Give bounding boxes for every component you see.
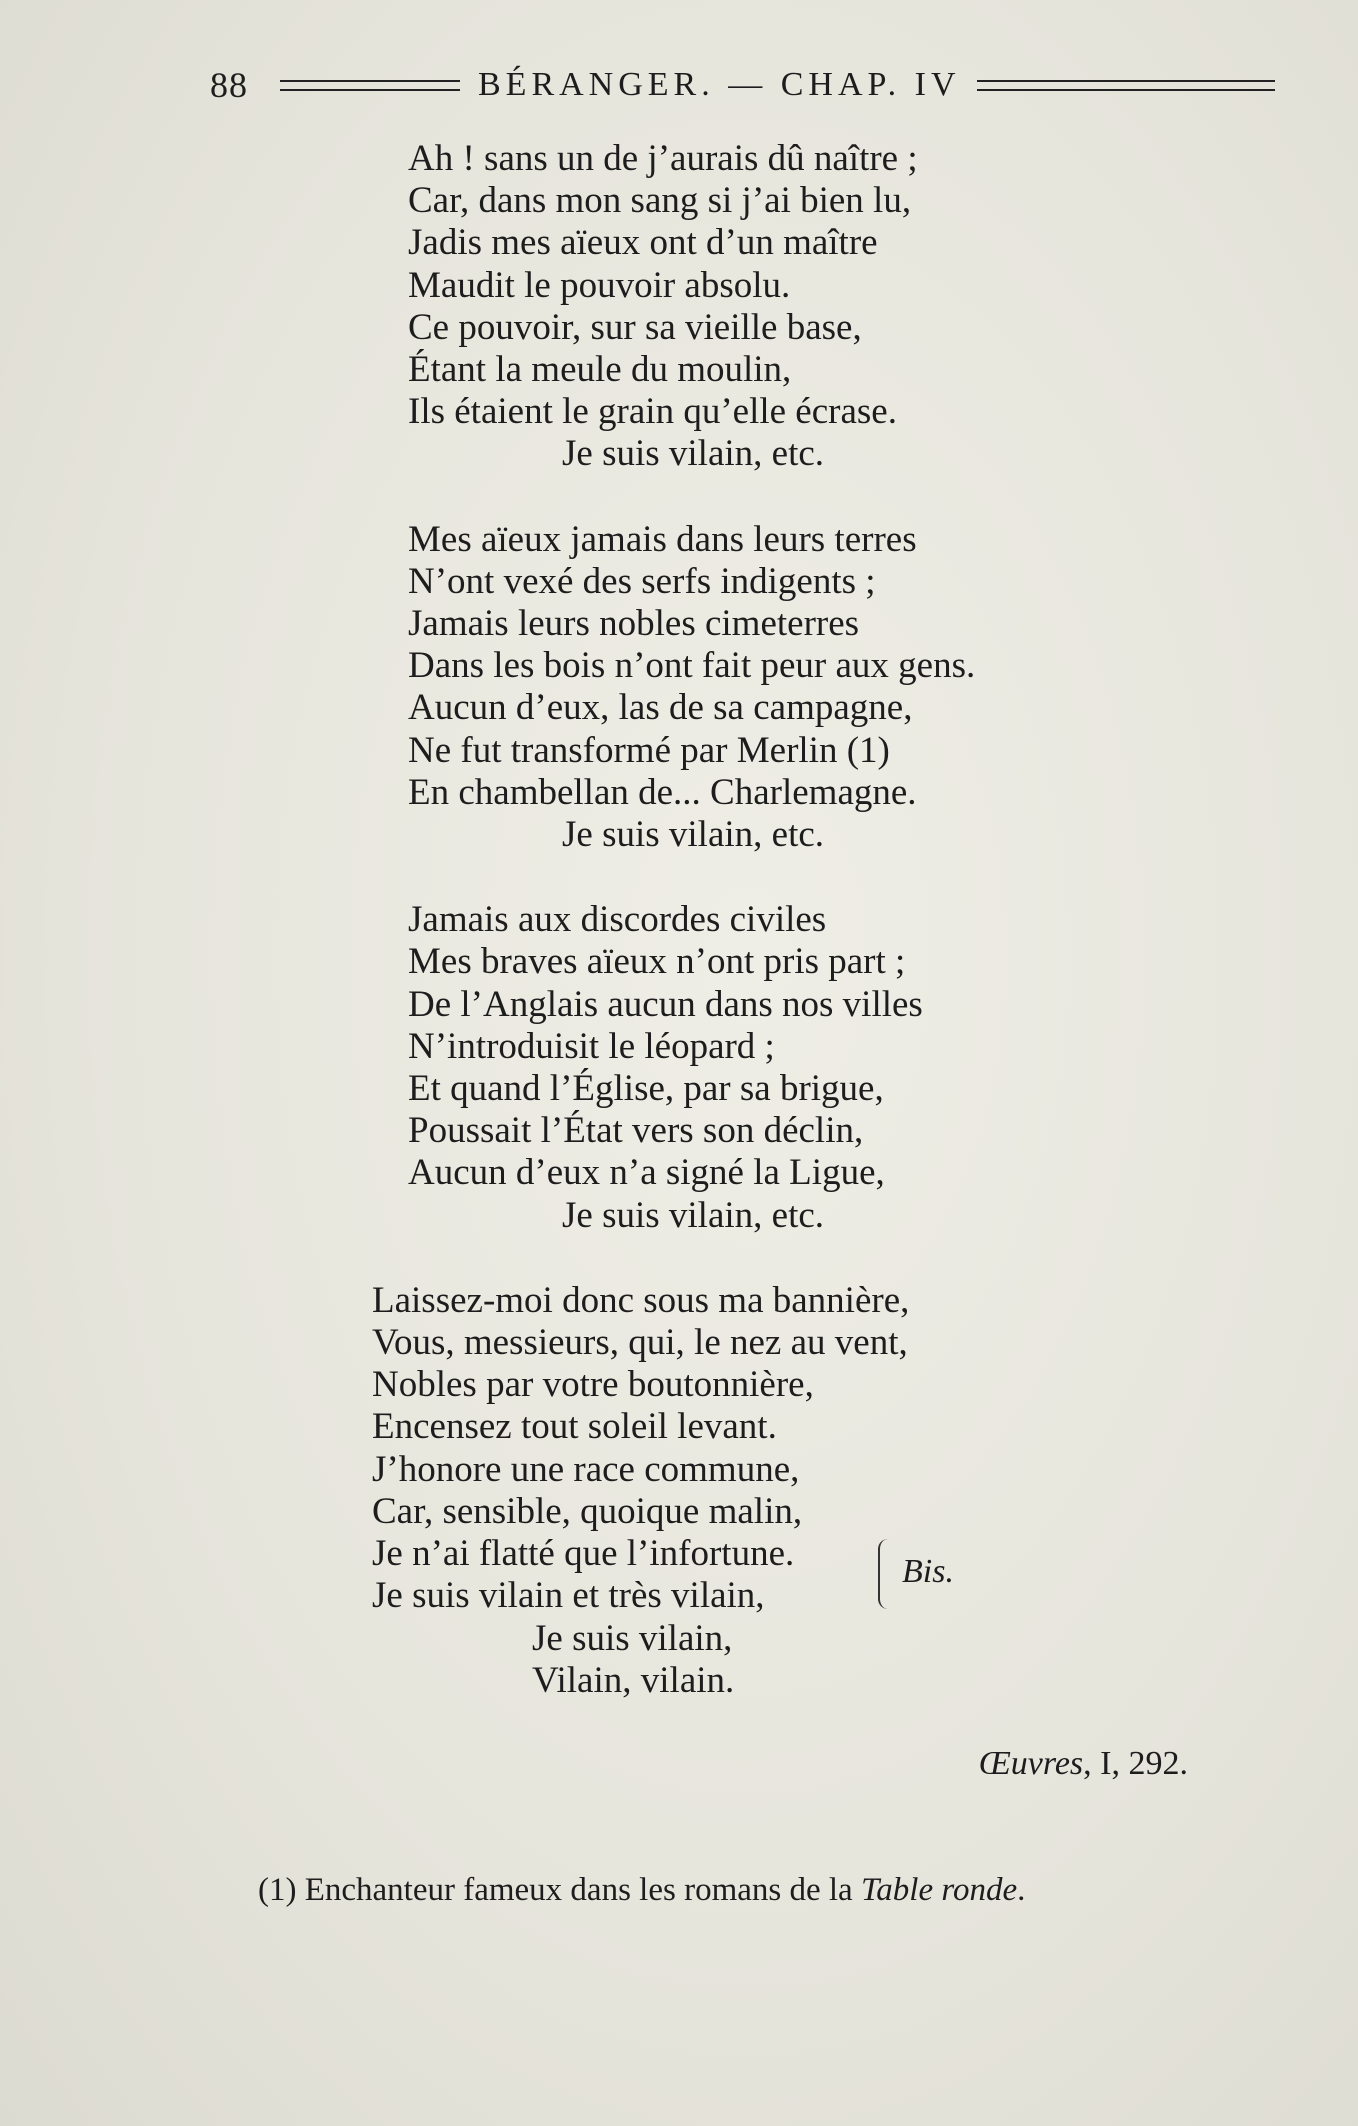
verse-line: Maudit le pouvoir absolu. (408, 264, 791, 306)
verse-line: Ce pouvoir, sur sa vieille base, (408, 306, 862, 348)
closing-line: Je suis vilain, (532, 1617, 733, 1659)
verse-line: Jamais leurs nobles cimeterres (408, 603, 860, 645)
source-ref: , I, 292. (1083, 1745, 1188, 1782)
verse-line: Laissez-moi donc sous ma bannière, (372, 1279, 910, 1321)
verse-line: Aucun d’eux n’a signé la Ligue, (408, 1152, 885, 1194)
verse-line: Vous, messieurs, qui, le nez au vent, (372, 1322, 908, 1364)
verse-line: Dans les bois n’ont fait peur aux gens. (408, 645, 976, 687)
stanza (0, 899, 1358, 1237)
stanza (0, 138, 1358, 476)
verse-line: Jadis mes aïeux ont d’un maître (408, 222, 878, 264)
verse-line: Encensez tout soleil levant. (372, 1406, 777, 1448)
footnote-end: . (1017, 1872, 1026, 1908)
verse-line: N’ont vexé des serfs indigents ; (408, 560, 876, 602)
verse-line: De l’Anglais aucun dans nos villes (408, 983, 923, 1025)
verse-line: Mes aïeux jamais dans leurs terres (408, 518, 917, 560)
verse-line: Étant la meule du moulin, (408, 349, 792, 391)
poem (0, 138, 1358, 1745)
refrain-line: Je suis vilain, etc. (562, 433, 825, 475)
refrain-line: Je suis vilain, etc. (562, 1194, 825, 1236)
footnote-text: (1) Enchanteur fameux dans les romans de la (258, 1872, 861, 1908)
footnote-italic: Table ronde (860, 1872, 1018, 1908)
verse-line: Car, dans mon sang si j’ai bien lu, (408, 180, 912, 222)
header-rule-right (977, 80, 1275, 91)
stanza (0, 1280, 1358, 1702)
running-title: BÉRANGER. — CHAP. IV (478, 66, 961, 103)
verse-line: Mes braves aïeux n’ont pris part ; (408, 941, 906, 983)
stanza (0, 519, 1358, 857)
verse-line: Je suis vilain et très vilain, (372, 1575, 765, 1617)
verse-line: Je n’ai flatté que l’infortune. (372, 1533, 795, 1575)
verse-line: Poussait l’État vers son déclin, (408, 1110, 864, 1152)
source-citation (979, 1745, 1188, 1783)
verse-line: En chambellan de... Charlemagne. (408, 771, 917, 813)
footnote (258, 1872, 1025, 1909)
closing-line: Vilain, vilain. (532, 1659, 735, 1701)
page-number: 88 (210, 65, 248, 105)
verse-line: N’introduisit le léopard ; (408, 1025, 775, 1067)
verse-line: Ne fut transformé par Merlin (1) (408, 729, 890, 771)
refrain-line: Je suis vilain, etc. (562, 814, 825, 856)
verse-line: Et quand l’Église, par sa brigue, (408, 1068, 884, 1110)
verse-line: Ah ! sans un de j’aurais dû naître ; (408, 138, 918, 179)
verse-line: J’honore une race commune, (372, 1448, 800, 1490)
bis-label: Bis. (902, 1553, 954, 1591)
verse-line: Nobles par votre boutonnière, (372, 1364, 814, 1406)
verse-line: Jamais aux discordes civiles (408, 899, 827, 941)
verse-line: Aucun d’eux, las de sa campagne, (408, 687, 913, 729)
running-head (210, 60, 1275, 110)
header-rule-left (280, 80, 460, 91)
bis-group (372, 1533, 1358, 1617)
source-work: Œuvres (978, 1745, 1084, 1782)
verse-line: Ils étaient le grain qu’elle écrase. (408, 391, 897, 433)
brace-icon (878, 1539, 890, 1609)
verse-line: Car, sensible, quoique malin, (372, 1490, 803, 1532)
